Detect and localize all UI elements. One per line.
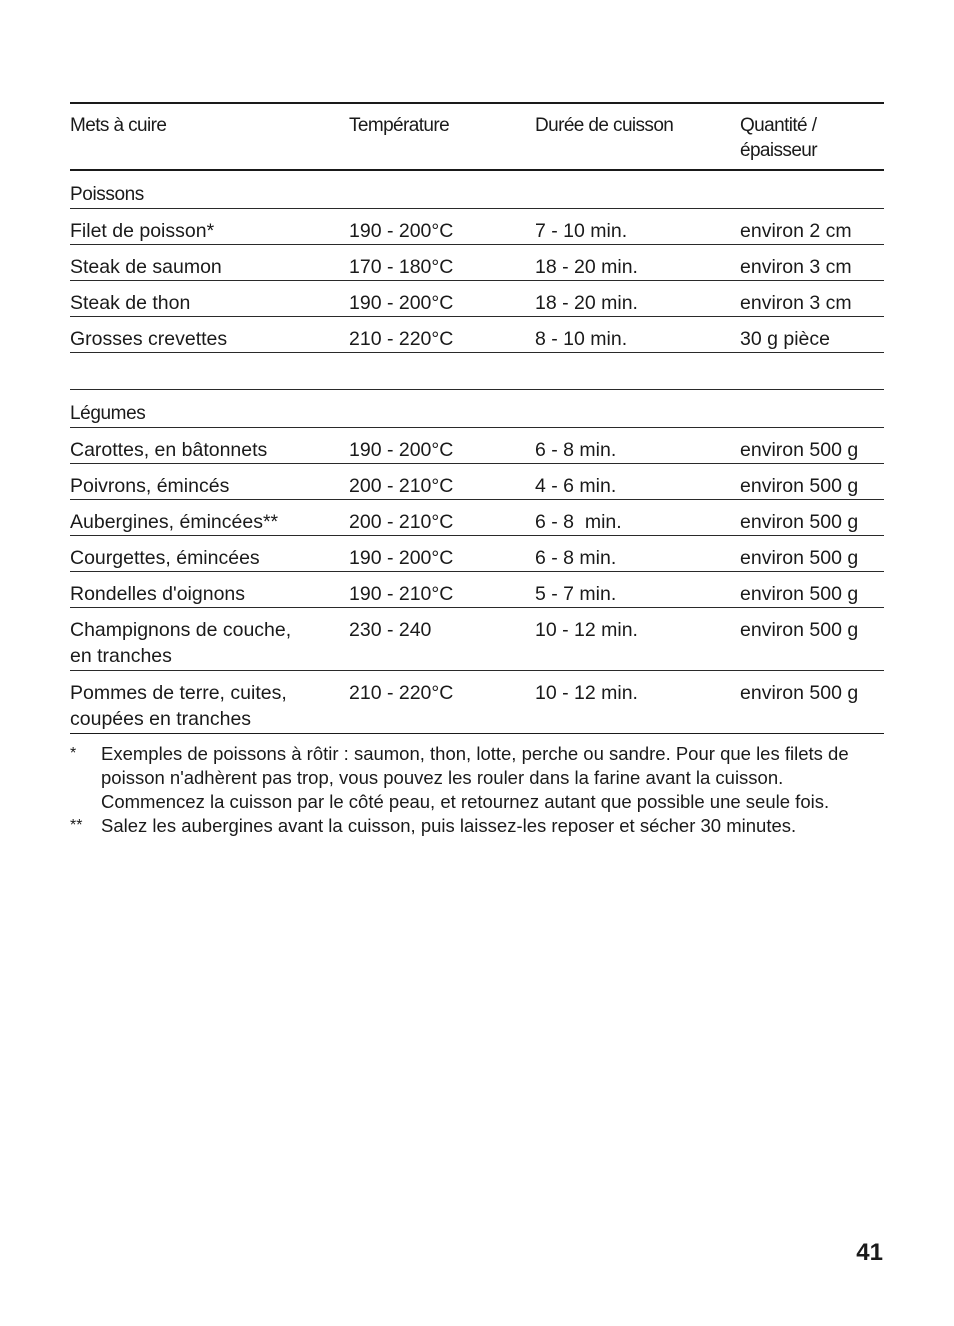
cell-food-line2: coupées en tranches xyxy=(70,708,252,730)
cell-duration: 4 - 6 min. xyxy=(535,464,740,500)
cell-food: Steak de thon xyxy=(70,281,349,317)
section-row-vegetables xyxy=(70,390,884,428)
cell-quantity: environ 500 g xyxy=(740,500,884,536)
cell-temperature: 190 - 200°C xyxy=(349,536,535,572)
table-row xyxy=(70,281,884,317)
cell-food xyxy=(70,671,349,734)
section-row-fish xyxy=(70,170,884,209)
cell-food: Courgettes, émincées xyxy=(70,536,349,572)
cell-duration: 5 - 7 min. xyxy=(535,572,740,608)
cell-food: Grosses crevettes xyxy=(70,317,349,353)
cell-temperature: 210 - 220°C xyxy=(349,317,535,353)
cell-duration: 18 - 20 min. xyxy=(535,245,740,281)
footnote xyxy=(70,742,884,814)
table-row xyxy=(70,500,884,536)
cell-food: Carottes, en bâtonnets xyxy=(70,428,349,464)
cell-quantity: environ 3 cm xyxy=(740,245,884,281)
header-food: Mets à cuire xyxy=(70,103,349,170)
cell-quantity: environ 500 g xyxy=(740,428,884,464)
cell-quantity: environ 500 g xyxy=(740,536,884,572)
cell-temperature: 190 - 210°C xyxy=(349,572,535,608)
footnote-text: Salez les aubergines avant la cuisson, puis laissez-les reposer et sécher 30 minutes. xyxy=(101,815,797,836)
cooking-table xyxy=(70,102,884,734)
cell-food: Aubergines, émincées** xyxy=(70,500,349,536)
footnote-mark: ** xyxy=(70,817,83,834)
cell-quantity: environ 500 g xyxy=(740,608,884,671)
footnote xyxy=(70,814,884,838)
cell-temperature: 200 - 210°C xyxy=(349,464,535,500)
table-row xyxy=(70,317,884,353)
cell-food: Steak de saumon xyxy=(70,245,349,281)
cell-temperature: 210 - 220°C xyxy=(349,671,535,734)
cell-duration: 7 - 10 min. xyxy=(535,209,740,245)
page-number: 41 xyxy=(856,1239,883,1266)
spacer-row xyxy=(70,353,884,390)
cell-food-line2: en tranches xyxy=(70,645,172,667)
table-row xyxy=(70,428,884,464)
table-row xyxy=(70,572,884,608)
header-duration: Durée de cuisson xyxy=(535,103,740,170)
cell-quantity: 30 g pièce xyxy=(740,317,884,353)
table-row xyxy=(70,671,884,734)
cell-duration: 18 - 20 min. xyxy=(535,281,740,317)
cell-duration: 6 - 8 min. xyxy=(535,428,740,464)
cell-food-line1: Pommes de terre, cuites, xyxy=(70,682,287,704)
cell-duration: 10 - 12 min. xyxy=(535,608,740,671)
header-quantity-line1: Quantité / xyxy=(740,115,817,136)
cell-duration: 10 - 12 min. xyxy=(535,671,740,734)
cell-food xyxy=(70,608,349,671)
cell-duration: 8 - 10 min. xyxy=(535,317,740,353)
header-temperature: Température xyxy=(349,103,535,170)
cell-temperature: 190 - 200°C xyxy=(349,209,535,245)
cell-food: Filet de poisson* xyxy=(70,209,349,245)
cell-temperature: 230 - 240 xyxy=(349,608,535,671)
table-row xyxy=(70,245,884,281)
section-title: Poissons xyxy=(70,170,884,209)
cell-temperature: 190 - 200°C xyxy=(349,281,535,317)
cell-duration: 6 - 8 min. xyxy=(535,500,740,536)
section-title: Légumes xyxy=(70,390,884,428)
cell-food: Rondelles d'oignons xyxy=(70,572,349,608)
table-row xyxy=(70,608,884,671)
cell-temperature: 170 - 180°C xyxy=(349,245,535,281)
footnote-text: Exemples de poissons à rôtir : saumon, thon, lotte, perche ou sandre. Pour que les filets de poisson n'adhèrent pas trop, vous pouvez les rouler dans la farine avant la cuisson. Commencez la cuisson par le côté peau, et retournez autant que possible une seule fois. xyxy=(101,743,849,812)
cell-food: Poivrons, émincés xyxy=(70,464,349,500)
cell-quantity: environ 500 g xyxy=(740,671,884,734)
table-header-row xyxy=(70,103,884,170)
cell-quantity: environ 500 g xyxy=(740,572,884,608)
header-quantity xyxy=(740,103,884,170)
header-quantity-line2: épaisseur xyxy=(740,140,817,161)
footnote-mark: * xyxy=(70,745,77,762)
table-row xyxy=(70,209,884,245)
cell-duration: 6 - 8 min. xyxy=(535,536,740,572)
table-row xyxy=(70,464,884,500)
cell-food-line1: Champignons de couche, xyxy=(70,619,292,641)
cooking-table-container xyxy=(70,102,884,734)
cell-temperature: 190 - 200°C xyxy=(349,428,535,464)
footnotes xyxy=(70,742,884,838)
cell-quantity: environ 2 cm xyxy=(740,209,884,245)
cell-temperature: 200 - 210°C xyxy=(349,500,535,536)
cell-quantity: environ 500 g xyxy=(740,464,884,500)
cell-quantity: environ 3 cm xyxy=(740,281,884,317)
table-row xyxy=(70,536,884,572)
